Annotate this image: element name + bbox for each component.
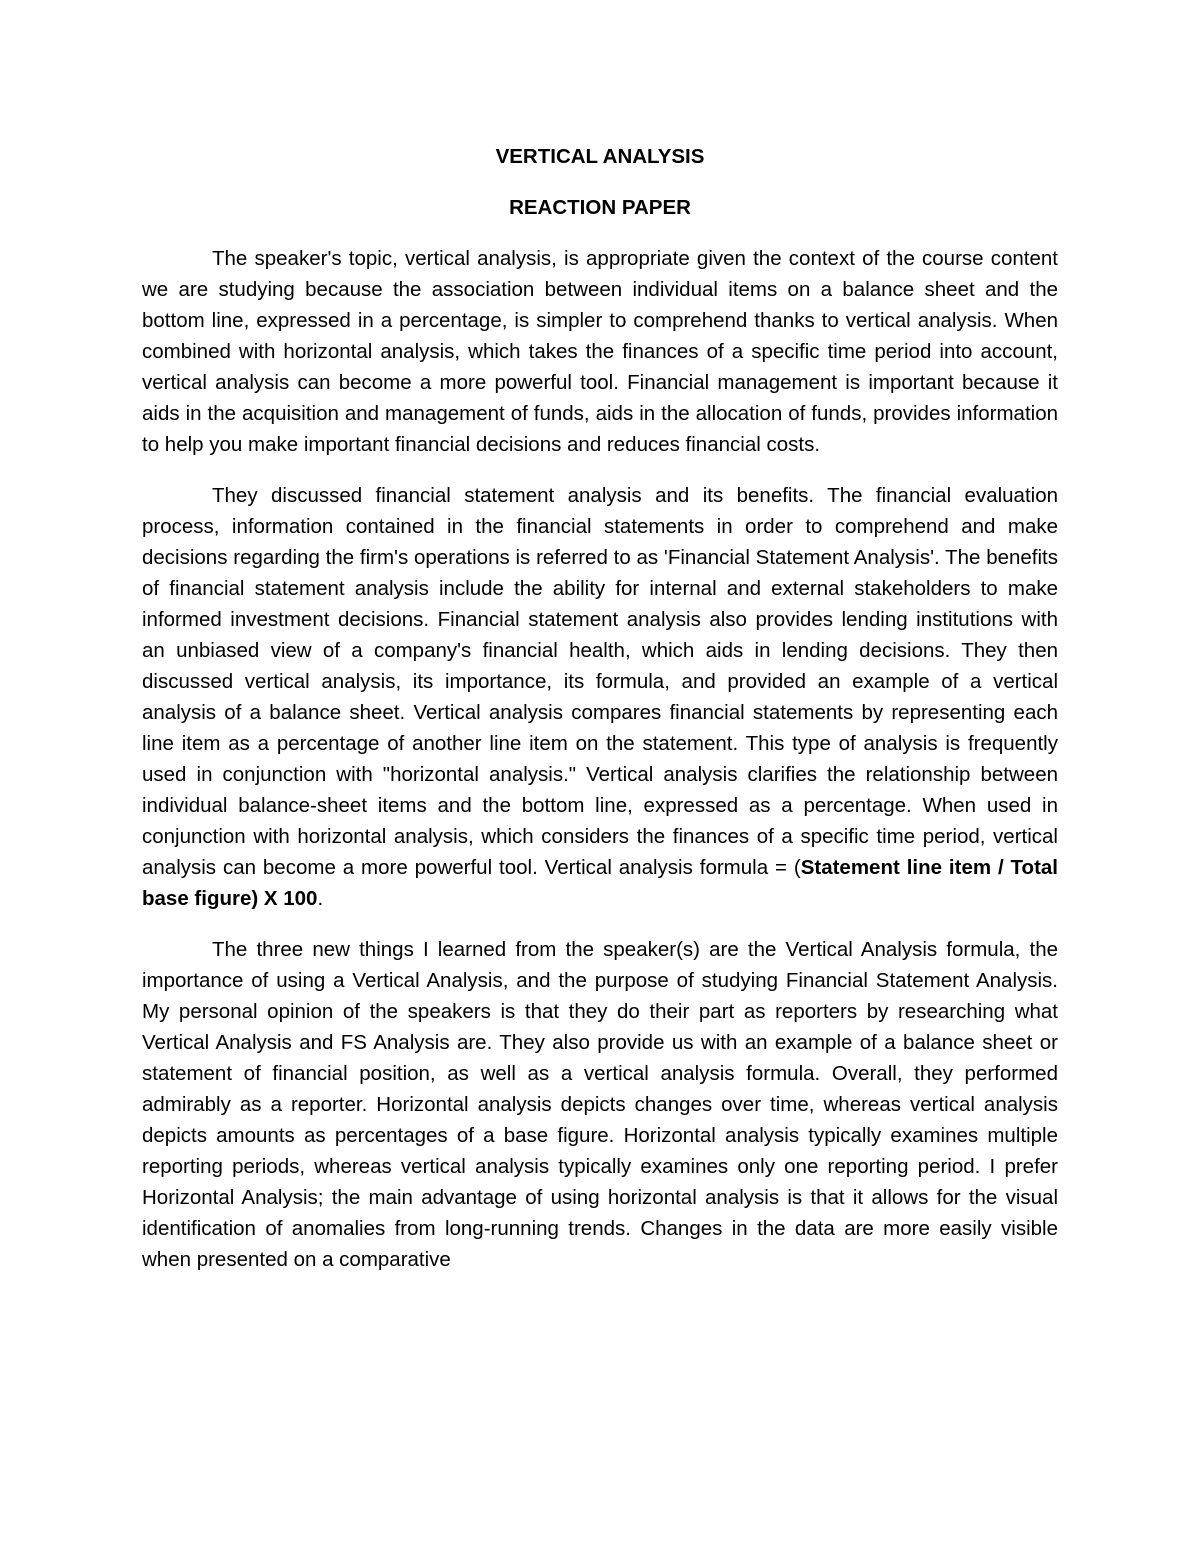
paragraph-2 bbox=[142, 480, 1058, 914]
paragraph-1: The speaker's topic, vertical analysis, is appropriate given the context of the course content we are studying because the association between individual items on a balance sheet and the bottom line, expressed in a percentage, is simpler to comprehend thanks to vertical analysis. When combined with horizontal analysis, which takes the finances of a specific time period into account, vertical analysis can become a more powerful tool. Financial management is important because it aids in the acquisition and management of funds, aids in the allocation of funds, provides information to help you make important financial decisions and reduces financial costs. bbox=[142, 247, 1058, 456]
vertical-analysis-formula: Statement line item / Total base figure) X 100 bbox=[142, 856, 1059, 910]
document-title: VERTICAL ANALYSIS bbox=[495, 145, 705, 168]
paragraph-3: The three new things I learned from the speaker(s) are the Vertical Analysis formula, the importance of using a Vertical Analysis, and the purpose of studying Financial Statement Analysis. My personal opinion of the speakers is that they do their part as reporters by researching what Vertical Analysis and FS Analysis are. They also provide us with an example of a balance sheet or statement of financial position, as well as a vertical analysis formula. Overall, they performed admirably as a reporter. Horizontal analysis depicts changes over time, whereas vertical analysis depicts amounts as percentages of a base figure. Horizontal analysis typically examines multiple reporting periods, whereas vertical analysis typically examines only one reporting period. I prefer Horizontal Analysis; the main advantage of using horizontal analysis is that it allows for the visual identification of anomalies from long-running trends. Changes in the data are more easily visible when presented on a comparative bbox=[142, 938, 1058, 1271]
paragraph-2-end: . bbox=[317, 887, 324, 910]
document-body bbox=[142, 243, 1058, 1275]
paragraph-2-text: They discussed financial statement analysis and its benefits. The financial evaluation process, information contained in the financial statements in order to comprehend and make decisions regarding the firm's operations is referred to as 'Financial Statement Analysis'. The benefits of financial statement analysis include the ability for internal and external stakeholders to make informed investment decisions. Financial statement analysis also provides lending institutions with an unbiased view of a company's financial health, which aids in lending decisions. They then discussed vertical analysis, its importance, its formula, and provided an example of a vertical analysis of a balance sheet. Vertical analysis compares financial statements by representing each line item as a percentage of another line item on the statement. This type of analysis is frequently used in conjunction with "horizontal analysis." Vertical analysis clarifies the relationship between individual balance-sheet items and the bottom line, expressed as a percentage. When used in conjunction with horizontal analysis, which considers the finances of a specific time period, vertical analysis can become a more powerful tool. Vertical analysis formula = ( bbox=[142, 484, 1058, 879]
document-subtitle: REACTION PAPER bbox=[509, 196, 691, 219]
